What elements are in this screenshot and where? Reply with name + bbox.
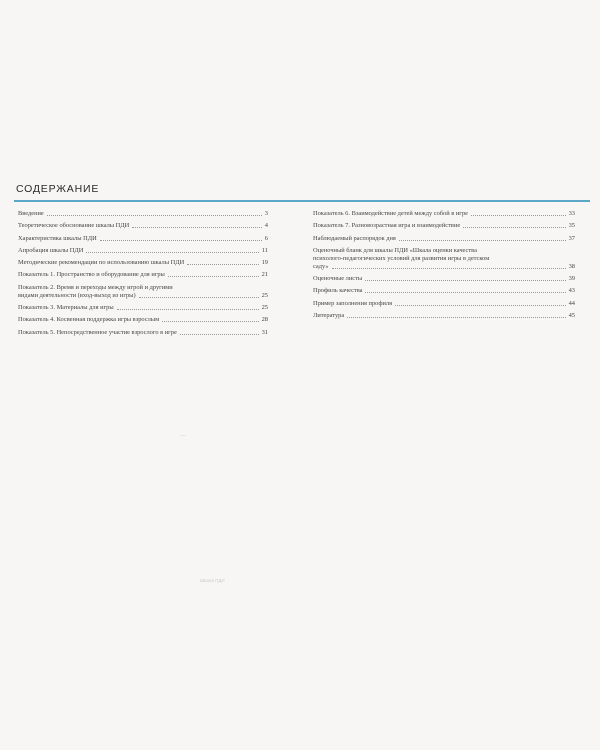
toc-entry [313, 312, 575, 320]
toc-entry-title: Методические рекомендации по использованию шкалы ПДИ [18, 259, 185, 267]
toc-entry-title: Введение [18, 210, 44, 217]
dot-leader [86, 251, 258, 253]
dot-leader [399, 239, 566, 241]
dot-leader [395, 304, 566, 306]
toc-entry-title: Характеристика шкалы ПДИ [18, 234, 97, 242]
title-rule [14, 200, 590, 202]
dot-leader [180, 333, 259, 335]
toc-page-number: 3 [264, 210, 268, 217]
toc-entry [18, 316, 268, 324]
toc-entry [18, 259, 268, 267]
dot-leader [187, 263, 258, 265]
dot-leader [132, 226, 262, 228]
toc-entry [18, 284, 268, 300]
toc-entry-title: Пример заполнения профиля [313, 299, 393, 307]
toc-entry-title: видами деятельности (вход-выход из игры) [18, 291, 136, 299]
dot-leader [168, 275, 259, 277]
dot-leader [139, 296, 259, 298]
dot-leader [347, 316, 565, 318]
toc-entry-title: Наблюдаемый распорядок дня [313, 234, 396, 242]
toc-entry-title: Показатель 7. Разновозрастная игра и взаимодействие [313, 222, 461, 230]
toc-entry-title: Показатель 6. Взаимодействие детей между собой в игре [313, 210, 468, 217]
toc-page-number: 35 [568, 222, 575, 230]
toc-page-number: 25 [261, 304, 268, 312]
toc-page-number: 43 [568, 287, 575, 295]
page-title: СОДЕРЖАНИЕ [16, 183, 100, 195]
toc-entry-title: Теоретическое обоснование шкалы ПДИ [18, 222, 130, 230]
toc-entry-title: Показатель 2. Время и переходы между игрой и другими [18, 283, 173, 291]
toc-entry-title: Оценочные листы [313, 275, 363, 283]
dot-leader [162, 320, 258, 322]
toc-page-number: 4 [264, 222, 268, 230]
toc-entry [18, 210, 268, 218]
toc-entry [18, 247, 268, 255]
toc-entry [313, 287, 575, 295]
toc-entry-title: Показатель 1. Пространство и оборудование для игры [18, 271, 165, 279]
dot-leader [365, 279, 565, 281]
toc-page-number: 6 [264, 234, 268, 242]
dot-leader [117, 308, 259, 310]
toc-page-number: 39 [568, 275, 575, 283]
toc-entry [18, 329, 268, 337]
toc-page-number: 11 [261, 246, 268, 254]
toc-entry [313, 210, 575, 218]
toc-entry-title: Профиль качества [313, 287, 363, 295]
dot-leader [471, 214, 566, 216]
toc-entry-title: Оценочный бланк для шкалы ПДИ «Шкала оценки качества [313, 246, 477, 254]
toc-page-number: 21 [261, 271, 268, 279]
page-speck [180, 435, 186, 436]
toc-entry-title: Литература [313, 312, 345, 320]
toc-entry [313, 235, 575, 243]
toc-page-number: 45 [568, 312, 575, 320]
toc-entry-title: Показатель 3. Материалы для игры [18, 304, 114, 312]
dot-leader [100, 239, 262, 241]
toc-entry [313, 222, 575, 230]
toc-entry [313, 300, 575, 308]
toc-page-number: 28 [261, 316, 268, 324]
toc-entry [18, 222, 268, 230]
page-footer: Шкала ПДИ [200, 578, 225, 583]
toc-page-number: 25 [261, 291, 268, 299]
toc-column-right [313, 210, 575, 324]
toc-column-left [18, 210, 268, 341]
dot-leader [332, 267, 566, 269]
toc-entry-title: Показатель 4. Косвенная поддержка игры взрослым [18, 316, 160, 324]
toc-page-number: 37 [568, 234, 575, 242]
dot-leader [47, 214, 262, 216]
toc-entry-title: психолого-педагогических условий для развития игры в детском [313, 254, 490, 262]
toc-entry-title: саду» [313, 262, 329, 270]
toc-entry-title: Апробация шкалы ПДИ [18, 246, 84, 254]
toc-entry-title: Показатель 5. Непосредственное участие взрослого в игре [18, 328, 177, 336]
toc-entry [313, 247, 575, 271]
toc-page-number: 44 [568, 299, 575, 307]
toc-entry [18, 235, 268, 243]
toc-entry [18, 304, 268, 312]
toc-entry [18, 271, 268, 279]
toc-page-number: 33 [568, 210, 575, 217]
dot-leader [365, 291, 565, 293]
toc-page-number: 38 [568, 262, 575, 270]
toc-entry [313, 275, 575, 283]
toc-page-number: 19 [261, 259, 268, 267]
dot-leader [463, 226, 565, 228]
toc-page-number: 31 [261, 328, 268, 336]
